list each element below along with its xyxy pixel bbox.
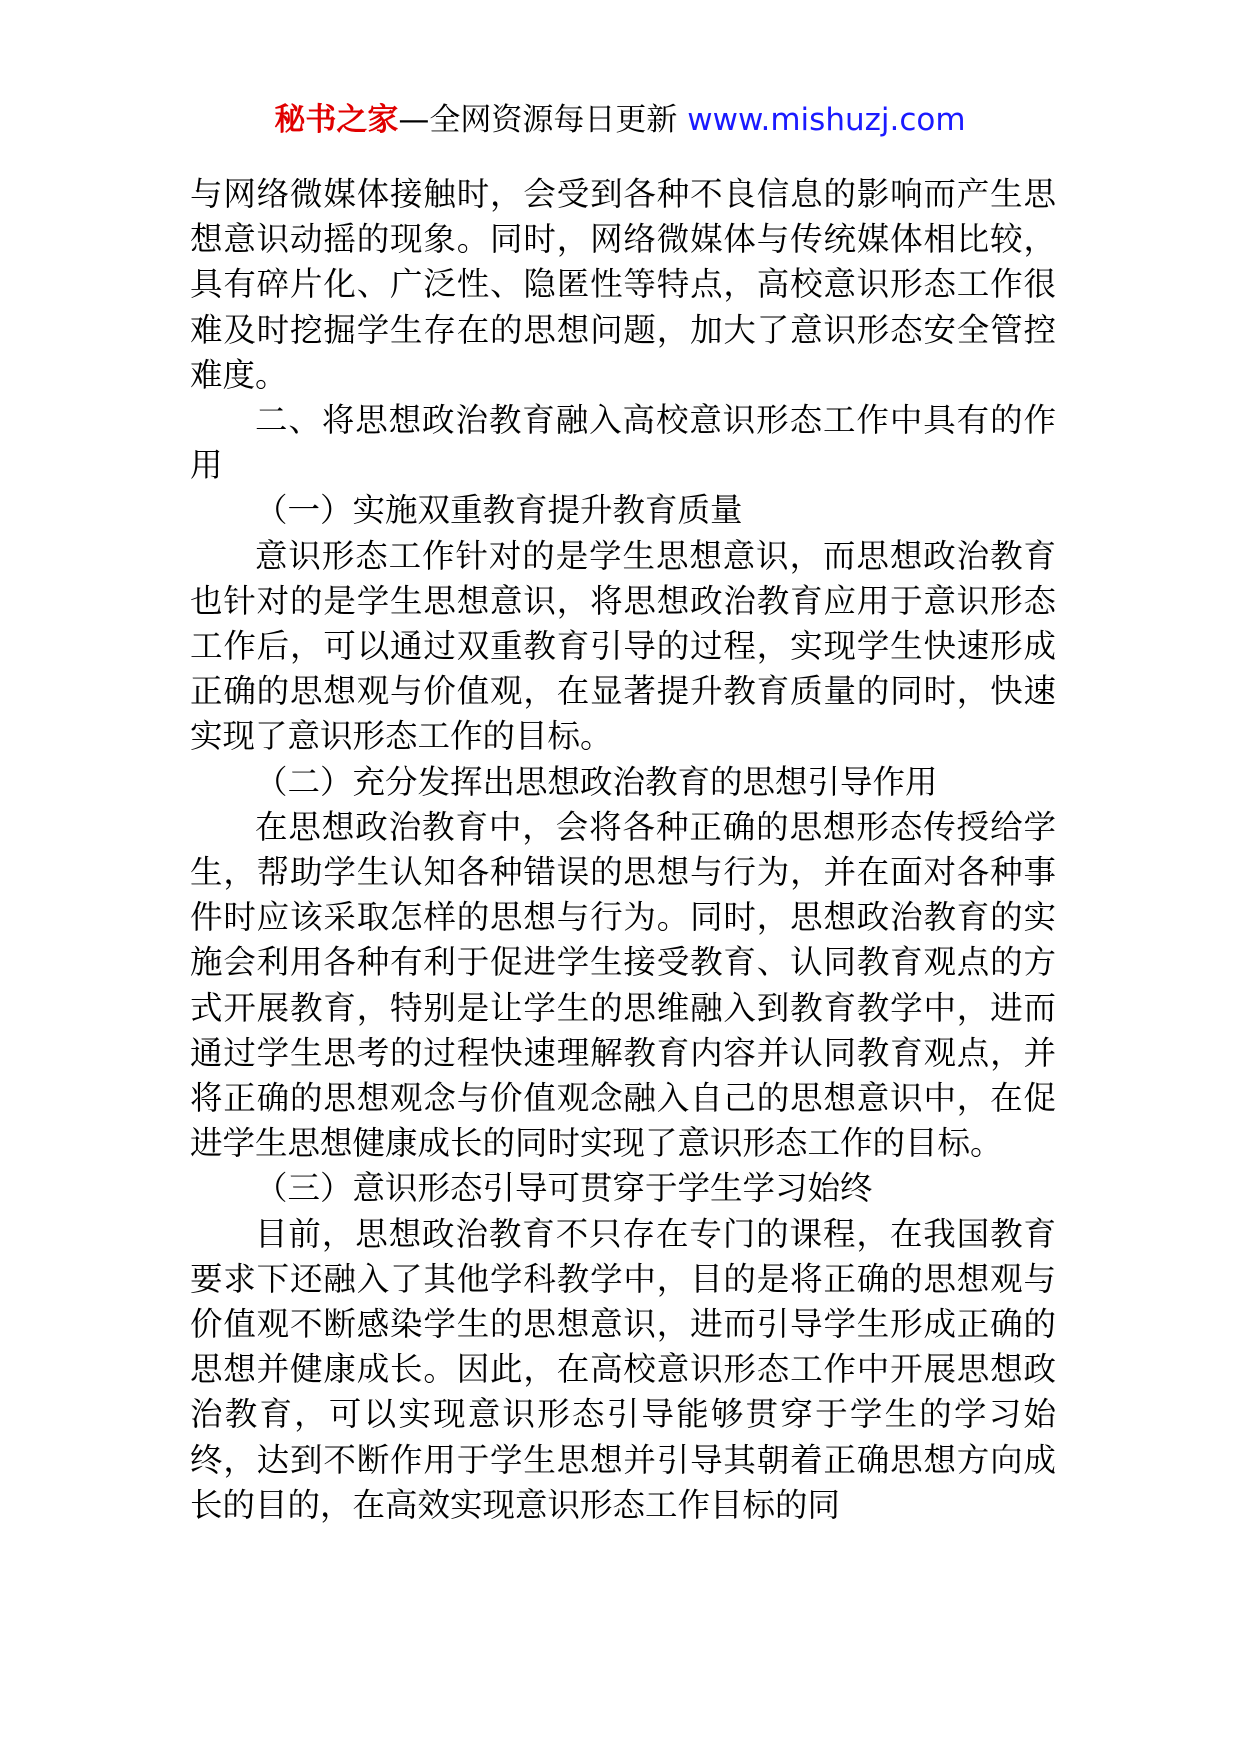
section-heading: 二、将思想政治教育融入高校意识形态工作中具有的作用: [190, 401, 1056, 485]
subsection-heading: （二）充分发挥出思想政治教育的思想引导作用: [255, 762, 938, 801]
page-header: [0, 100, 1240, 140]
body-paragraph: 与网络微媒体接触时，会受到各种不良信息的影响而产生思想意识动摇的现象。同时，网络微媒体与传统媒体相比较，具有碎片化、广泛性、隐匿性等特点，高校意识形态工作很难及时挖掘学生存在的思想问题，加大了意识形态安全管控难度。: [190, 175, 1056, 394]
body-paragraph: 在思想政治教育中，会将各种正确的思想形态传授给学生，帮助学生认知各种错误的思想与行为，并在面对各种事件时应该采取怎样的思想与行为。同时，思想政治教育的实施会利用各种有利于促进学生接受教育、认同教育观点的方式开展教育，特别是让学生的思维融入到教育教学中，进而通过学生思考的过程快速理解教育内容并认同教育观点，并将正确的思想观念与价值观念融入自己的思想意识中，在促进学生思想健康成长的同时实现了意识形态工作的目标。: [190, 807, 1056, 1163]
document-body: [190, 172, 1056, 1528]
subsection-heading: （三）意识形态引导可贯穿于学生学习始终: [255, 1169, 873, 1208]
website-link[interactable]: www.mishuzj.com: [687, 102, 966, 138]
header-tagline: —全网资源每日更新: [398, 102, 678, 138]
body-paragraph: 意识形态工作针对的是学生思想意识，而思想政治教育也针对的是学生思想意识，将思想政治教育应用于意识形态工作后，可以通过双重教育引导的过程，实现学生快速形成正确的思想观与价值观，在显著提升教育质量的同时，快速实现了意识形态工作的目标。: [190, 536, 1056, 756]
body-paragraph: 目前，思想政治教育不只存在专门的课程，在我国教育要求下还融入了其他学科教学中，目的是将正确的思想观与价值观不断感染学生的思想意识，进而引导学生形成正确的思想并健康成长。因此，在高校意识形态工作中开展思想政治教育，可以实现意识形态引导能够贯穿于学生的学习始终，达到不断作用于学生思想并引导其朝着正确思想方向成长的目的，在高效实现意识形态工作目标的同: [190, 1214, 1056, 1524]
subsection-heading: （一）实施双重教育提升教育质量: [255, 491, 743, 530]
brand-name: 秘书之家: [274, 102, 399, 138]
